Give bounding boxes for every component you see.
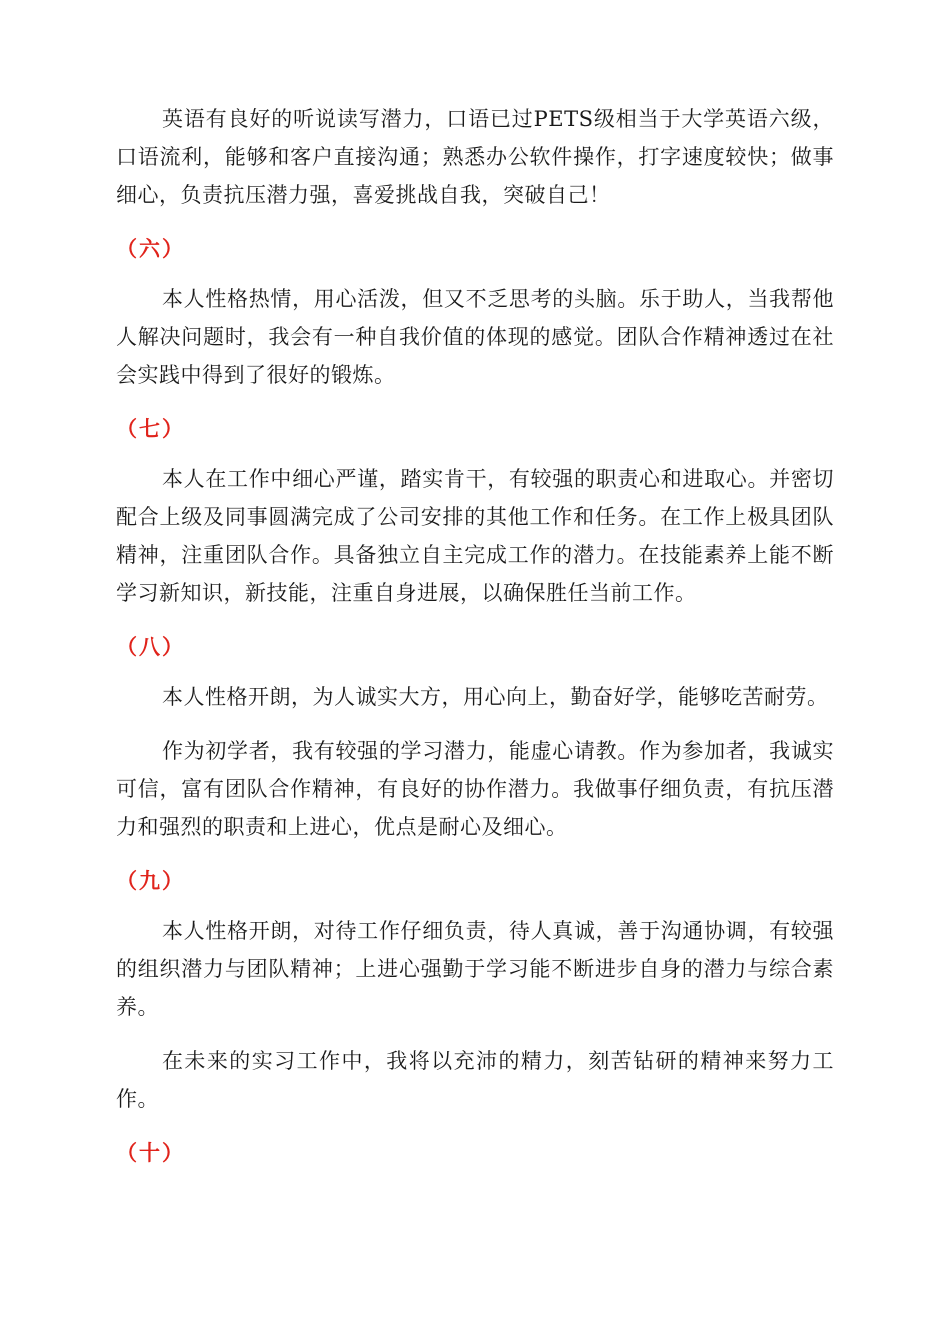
paragraph-section-6: 本人性格热情，用心活泼，但又不乏思考的头脑。乐于助人，当我帮他人解决问题时，我会有一种自我价值的体现的感觉。团队合作精神透过在社会实践中得到了很好的锻炼。 xyxy=(116,287,834,387)
section-heading-7: （七） xyxy=(116,416,185,441)
paragraph-section-8b: 作为初学者，我有较强的学习潜力，能虚心请教。作为参加者，我诚实可信，富有团队合作精神，有良好的协作潜力。我做事仔细负责，有抗压潜力和强烈的职责和上进心，优点是耐心及细心。 xyxy=(116,739,834,839)
paragraph-section-9a: 本人性格开朗，对待工作仔细负责，待人真诚，善于沟通协调，有较强的组织潜力与团队精神；上进心强勤于学习能不断进步自身的潜力与综合素养。 xyxy=(116,919,834,1019)
paragraph-section-9b: 在未来的实习工作中，我将以充沛的精力，刻苦钻研的精神来努力工作。 xyxy=(116,1049,834,1111)
section-heading-6: （六） xyxy=(116,236,185,261)
section-heading-9: （九） xyxy=(116,868,185,893)
paragraph-section-7: 本人在工作中细心严谨，踏实肯干，有较强的职责心和进取心。并密切配合上级及同事圆满完成了公司安排的其他工作和任务。在工作上极具团队精神，注重团队合作。具备独立自主完成工作的潜力。在技能素养上能不断学习新知识，新技能，注重自身进展，以确保胜任当前工作。 xyxy=(116,467,834,605)
document-page xyxy=(116,100,834,1172)
paragraph-section-8a: 本人性格开朗，为人诚实大方，用心向上，勤奋好学，能够吃苦耐劳。 xyxy=(162,685,829,709)
section-heading-10: （十） xyxy=(116,1140,185,1165)
section-heading-8: （八） xyxy=(116,634,185,659)
paragraph-english-skills: 英语有良好的听说读写潜力，口语已过PETS级相当于大学英语六级，口语流利，能够和客户直接沟通；熟悉办公软件操作，打字速度较快；做事细心，负责抗压潜力强，喜爱挑战自我，突破自己！ xyxy=(116,107,834,207)
